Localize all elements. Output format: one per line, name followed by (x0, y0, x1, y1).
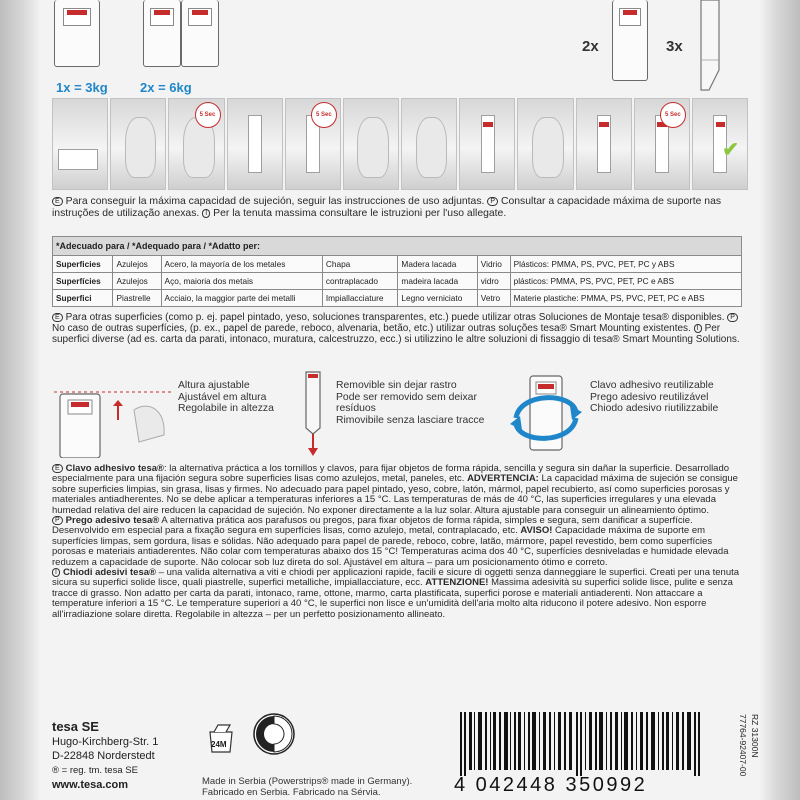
timer-5sec-icon: 5 Sec (195, 102, 221, 128)
table-cell: Legno verniciato (398, 290, 477, 307)
print-code: RZ 31300N (750, 714, 760, 758)
other-pt: No caso de outras superfícies, (p. ex., papel de parede, reboco, alvenaria, betão, etc.) utilizar outras soluções tesa® Smart Mounting existentes. (52, 323, 691, 334)
table-cell: Chapa (322, 256, 398, 273)
removable-icon (298, 368, 328, 460)
company-address (52, 720, 158, 792)
trademark-note: ® = reg. tm. tesa SE (52, 765, 138, 776)
step-pad (481, 115, 495, 173)
table-row (53, 290, 742, 307)
feature-line: Regolabile in altezza (178, 403, 274, 414)
it-body: – una valida alternativa a viti e chiodi per applicazioni rapide, facili e sicure di oggetti senza danneggiare le superfici. Creati per una tenuta sicura su superfici solide lisce, quali piastrelle, superfici metalliche, impiallacciature, ecc. (52, 567, 740, 589)
city: D-22848 Norderstedt (52, 750, 155, 762)
lang-badge-it: I (52, 568, 60, 577)
table-cell: Acciaio, la maggior parte dei metalli (161, 290, 322, 307)
hand-shape (532, 117, 564, 178)
green-dot-recycling-icon (252, 712, 296, 756)
table-cell: Vetro (477, 290, 510, 307)
lang-badge-es: E (52, 313, 63, 322)
feature-line: Rimovibile senza lasciare tracce (336, 414, 485, 426)
timer-5sec-icon: 5 Sec (311, 102, 337, 128)
feature-removable (336, 380, 506, 426)
double-hook-diagram-left (143, 0, 181, 67)
height-adjust-icon (54, 380, 174, 458)
hook-red-tab (67, 10, 86, 15)
surface-table (52, 236, 742, 307)
barcode (460, 712, 710, 776)
double-hook-diagram-right (181, 0, 219, 67)
lang-badge-pt: P (727, 313, 738, 322)
table-cell: vidro (477, 273, 510, 290)
shelf-life-24m-icon (206, 722, 236, 754)
table-cell: Madera lacada (398, 256, 477, 273)
table-row (53, 256, 742, 273)
hand-shape (125, 117, 157, 178)
street: Hugo-Kirchberg-Str. 1 (52, 736, 159, 748)
step-3 (168, 98, 224, 190)
table-cell: Azulejos (113, 273, 161, 290)
feature-line: Clavo adhesivo reutilizable (590, 380, 714, 391)
step-8 (459, 98, 515, 190)
hook-red-tab (623, 10, 638, 15)
adhesive-strip-icon (695, 0, 725, 92)
step-pad (597, 115, 611, 173)
article-number: 77764-92407-00 (738, 714, 748, 777)
double-weight-label: 2x = 6kg (140, 80, 192, 95)
hand-shape (357, 117, 389, 178)
step-10 (576, 98, 632, 190)
es-body: : la alternativa práctica a los tornillos y clavos, para fijar objetos de forma rápida, sencilla y segura sin dañar la superficie. Desarrollado especialmente para una fijación segura sobre superficies lisas como azulejos, metal, paneles, etc. (52, 463, 730, 485)
table-cell: madeira lacada (398, 273, 477, 290)
table-cell: Aço, maioria dos metais (161, 273, 322, 290)
it-title: Chiodi adesivi tesa® (62, 567, 157, 579)
intro-it: Per la tenuta massima consultare le istruzioni per l'uso allegate. (213, 207, 507, 219)
feature-reusable (590, 380, 718, 415)
table-cell: Superfici (53, 290, 113, 307)
step-pad (58, 149, 98, 171)
intro-pt: Consultar a capacidade máxima de suporte nas instruções de utilização anexas. (52, 196, 722, 219)
table-cell: Plásticos: PMMA, PS, PVC, PET, PC y ABS (510, 256, 741, 273)
count-2x-label: 2x (582, 38, 599, 55)
step-11 (634, 98, 690, 190)
lang-badge-it: I (694, 324, 702, 333)
timer-5sec-icon: 5 Sec (660, 102, 686, 128)
table-cell: Superficies (53, 256, 113, 273)
feature-line: Prego adesivo reutilizável (590, 391, 709, 403)
reusable-icon (510, 372, 582, 460)
surface-table-header: *Adecuado para / *Adequado para / *Adatto per: (53, 237, 742, 256)
check-icon: ✔ (722, 139, 740, 161)
made-line: Made in Serbia (Powerstrips® made in Germany). (202, 776, 413, 787)
table-cell: Superfícies (53, 273, 113, 290)
step-12 (692, 98, 748, 190)
es-title: Clavo adhesivo tesa® (65, 463, 165, 474)
table-cell: Piastrelle (113, 290, 161, 307)
feature-line: Chiodo adesivo riutilizzabile (590, 403, 719, 414)
table-cell: Acero, la mayoría de los metales (161, 256, 322, 273)
single-hook-diagram (54, 0, 100, 67)
other-es: Para otras superficies (como p. ej. papel pintado, yeso, soluciones transparentes, etc.) puede utilizar otras Soluciones de Montaje tesa® disponibles. (65, 312, 725, 323)
strip-pack-diagram (612, 0, 648, 81)
hook-red-tab (154, 10, 170, 15)
pt-title: Prego adesivo tesa® (65, 515, 160, 527)
pt-warning: Capacidade máxima de suporte em superfícies limpas, sem gordura, lisas e sólidas. Não adequado para papel de parede, reboco, cobre, latão, mármore, papel revestido, bem como superfícies porosas e materiais antiaderentes. Não colar com temperaturas abaixo dos 15 °C! Temperaturas acima dos 40 °C, superfícies desniveladas e humidade elevada reduzem a capacidade de suporte. Não colocar sob luz direta do sol. Ajustável em altura – para um posicionamento ótimo e correto. (52, 525, 729, 568)
lang-badge-pt: P (52, 516, 63, 525)
step-1 (52, 98, 108, 190)
single-weight-label: 1x = 3kg (56, 80, 108, 95)
barcode-number: 4 042448 350992 (454, 774, 648, 796)
body-text (52, 464, 742, 620)
company-name: tesa SE (52, 719, 99, 734)
es-warning-title: ADVERTENCIA: (467, 473, 539, 485)
it-warning: Massima adesività su superfici solide lisce, pulite e senza tracce di grasso. Non adatto per carta da parati, intonaco, rame, ottone, marmo, carta plastificata, superfici porose e materiali antiaderenti. Non attaccare a temperature inferiori a 15 °C. Le temperature superiori a 40 °C, le superfici non lisce e un'umidità dell'aria molto alta riducono il potere adesivo. Non esporre all'irradiazione solare diretta. Regolabile in altezza – per un perfetto posizionamento allineato. (52, 577, 733, 620)
feature-line: Removible sin dejar rastro (336, 380, 457, 391)
es-warning: La capacidad máxima de sujeción se consigue sobre superficies limpias, sin grasa, lisas y firmes. No adecuado para papel pintado, yeso, cobre, latón, mármol, papel recubierto, así como superficies porosas y materiales antiadherentes. No se debe aplicar a temperaturas inferiores a 15 °C. Las temperaturas de más de 40 °C, las superficies irregulares y una elevada humedad relativa del aire reducen la capacidad de sujeción. No exponer directamente a la luz solar. Altura ajustable para conseguir un alineamiento óptimo. (52, 473, 738, 516)
it-warning-title: ATTENZIONE! (425, 577, 489, 589)
table-row (53, 273, 742, 290)
article-codes (728, 712, 762, 798)
hand-shape (416, 117, 448, 178)
instruction-steps (52, 98, 748, 190)
pt-warning-title: AVISO! (520, 525, 553, 537)
made-line: Fabricado en Serbia. Fabricado na Sérvia. (202, 787, 381, 798)
step-5 (285, 98, 341, 190)
feature-height-adjust (178, 380, 274, 415)
made-in-text (202, 776, 412, 798)
other-surfaces-text (52, 312, 742, 345)
hook-red-tab (192, 10, 208, 15)
table-cell: plásticos: PMMA, PS, PVC, PET, PC e ABS (510, 273, 741, 290)
count-3x-label: 3x (666, 38, 683, 55)
instruction-sheet (40, 0, 760, 800)
table-cell: Azulejos (113, 256, 161, 273)
step-pad (248, 115, 262, 173)
lang-badge-pt: P (487, 197, 498, 206)
feature-line: Altura ajustable (178, 380, 250, 391)
shelf-life-label: 24M (211, 740, 227, 749)
step-9 (517, 98, 573, 190)
website: www.tesa.com (52, 779, 129, 791)
lang-badge-es: E (52, 464, 63, 473)
step-7 (401, 98, 457, 190)
step-6 (343, 98, 399, 190)
intro-text (52, 196, 742, 219)
lang-badge-es: E (52, 197, 63, 206)
other-it: Per superfici diverse (ad es. carta da parati, intonaco, muratura, calcestruzzo, ecc.) si utilizzino le altre soluzioni di fissaggio di tesa® Smart Mounting Solutions. (52, 323, 740, 345)
lang-badge-it: I (202, 209, 210, 218)
table-cell: contraplacado (322, 273, 398, 290)
step-4 (227, 98, 283, 190)
table-cell: Impiallacciature (322, 290, 398, 307)
step-2 (110, 98, 166, 190)
intro-es: Para conseguir la máxima capacidad de sujeción, seguir las instrucciones de uso adjuntas. (65, 196, 485, 207)
feature-line: Ajustável em altura (178, 391, 267, 403)
pt-body: A alternativa prática aos parafusos ou pregos, para fixar objetos de forma rápida, simples e segura, sem danificar a superfície. Desenvolvido em especial para a fixação segura em superfícies lisas, como azulejo, metal, contraplacado, etc. (52, 515, 693, 537)
feature-line: Pode ser removido sem deixar resíduos (336, 391, 477, 414)
table-cell: Materie plastiche: PMMA, PS, PVC, PET, PC e ABS (510, 290, 741, 307)
table-cell: Vidrio (477, 256, 510, 273)
